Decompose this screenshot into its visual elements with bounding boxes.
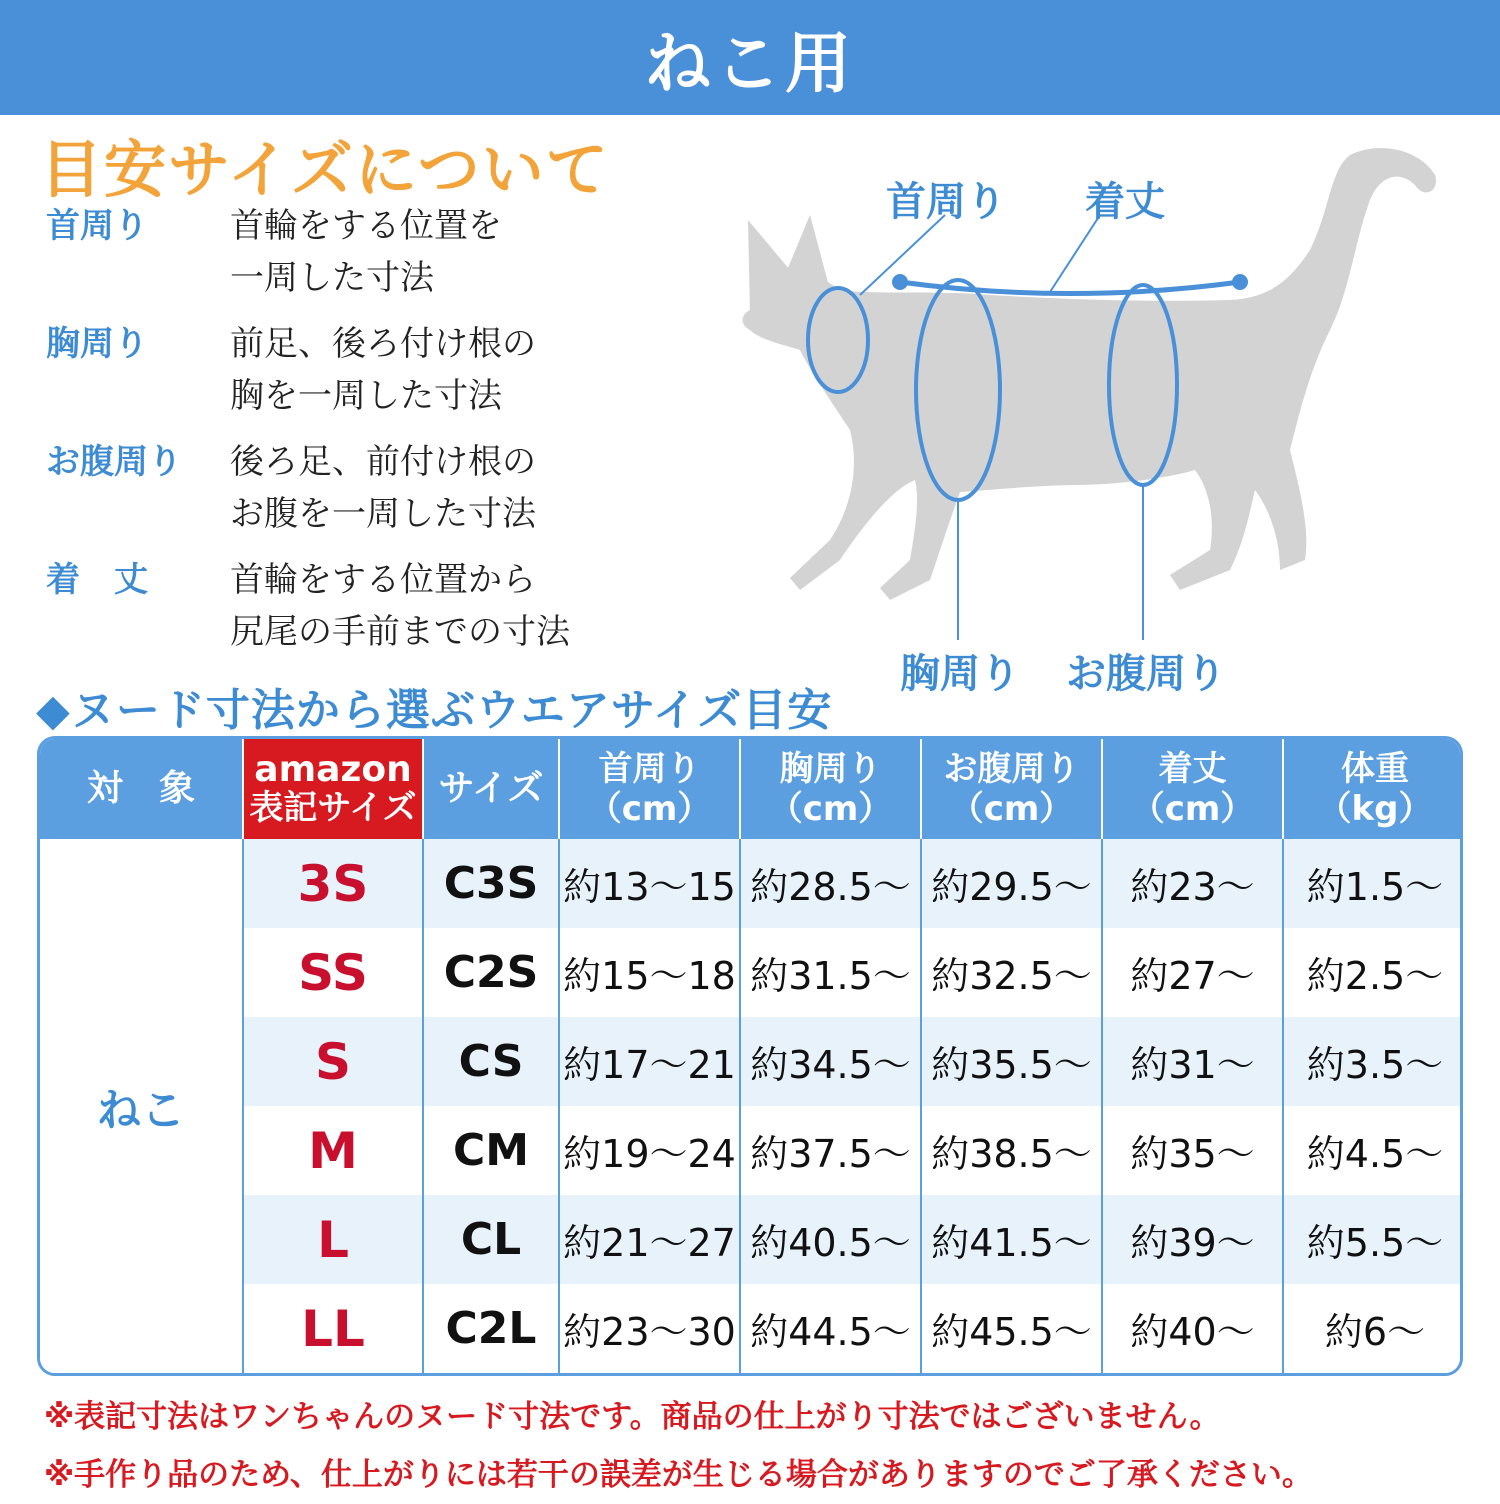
table-header-row — [40, 739, 1463, 839]
header-chest — [740, 739, 921, 839]
header-length — [1102, 739, 1283, 839]
header-amazon-line1: amazon — [254, 749, 412, 790]
chest-cell: 約40.5〜 — [740, 1195, 921, 1284]
definition-term: お腹周り — [46, 442, 182, 482]
definition-desc — [230, 318, 536, 422]
belly-cell: 約45.5〜 — [921, 1284, 1102, 1373]
definition-desc — [230, 436, 536, 540]
header-unit: （cm） — [587, 789, 712, 829]
amazon-size-cell: S — [243, 1017, 423, 1106]
definition-belly — [46, 436, 686, 540]
definition-desc — [230, 554, 570, 658]
chest-cell: 約37.5〜 — [740, 1106, 921, 1195]
label-belly: お腹周り — [1066, 651, 1226, 697]
table-row — [40, 839, 1463, 928]
neck-cell: 約17〜21 — [559, 1017, 740, 1106]
header-unit: （kg） — [1317, 789, 1433, 829]
header-text: 着丈 — [1158, 749, 1227, 789]
length-cell: 約39〜 — [1102, 1195, 1283, 1284]
weight-cell: 約6〜 — [1283, 1284, 1463, 1373]
header-amazon-line2: 表記サイズ — [249, 788, 417, 828]
weight-cell: 約4.5〜 — [1283, 1106, 1463, 1195]
belly-cell: 約35.5〜 — [921, 1017, 1102, 1106]
neck-cell: 約23〜30 — [559, 1284, 740, 1373]
header-text: 体重 — [1341, 749, 1409, 789]
desc-line: お腹を一周した寸法 — [230, 494, 536, 534]
belly-cell: 約38.5〜 — [921, 1106, 1102, 1195]
header-text: 胸周り — [779, 749, 882, 789]
neck-cell: 約21〜27 — [559, 1195, 740, 1284]
title-banner — [0, 0, 1500, 115]
header-neck — [559, 739, 740, 839]
header-amazon-size — [243, 739, 423, 839]
belly-cell: 約32.5〜 — [921, 928, 1102, 1017]
label-length: 着丈 — [1085, 179, 1165, 225]
weight-cell: 約5.5〜 — [1283, 1195, 1463, 1284]
desc-line: 首輪をする位置から — [230, 560, 536, 600]
size-cell: CL — [423, 1195, 559, 1284]
neck-cell: 約19〜24 — [559, 1106, 740, 1195]
header-unit: （cm） — [768, 789, 893, 829]
chest-cell: 約28.5〜 — [740, 839, 921, 928]
definition-term: 胸周り — [46, 324, 148, 364]
desc-line: 前足、後ろ付け根の — [230, 324, 536, 364]
footnote: ※表記寸法はワンちゃんのヌード寸法です。商品の仕上がり寸法ではございません。 — [44, 1399, 1221, 1435]
table-row — [40, 928, 1463, 1017]
length-cell: 約23〜 — [1102, 839, 1283, 928]
size-cell: CM — [423, 1106, 559, 1195]
length-cell: 約40〜 — [1102, 1284, 1283, 1373]
amazon-size-cell: SS — [243, 928, 423, 1017]
neck-cell: 約13〜15 — [559, 839, 740, 928]
definition-neck — [46, 200, 686, 304]
footnote: ※手作り品のため、仕上がりには若干の誤差が生じる場合がありますのでご了承ください。 — [44, 1457, 1313, 1493]
header-unit: （cm） — [1130, 789, 1255, 829]
size-cell: C2S — [423, 928, 559, 1017]
header-weight — [1283, 739, 1463, 839]
desc-line: 首輪をする位置を — [230, 206, 502, 246]
page-title: ねこ用 — [645, 25, 855, 102]
amazon-size-cell: LL — [243, 1284, 423, 1373]
neck-cell: 約15〜18 — [559, 928, 740, 1017]
definition-desc — [230, 200, 502, 304]
amazon-size-cell: L — [243, 1195, 423, 1284]
header-text: お腹周り — [943, 749, 1080, 789]
definition-term: 首周り — [46, 206, 148, 246]
definition-length — [46, 554, 686, 658]
length-cell: 約35〜 — [1102, 1106, 1283, 1195]
size-table — [37, 736, 1463, 1376]
size-cell: C2L — [423, 1284, 559, 1373]
label-neck: 首周り — [886, 179, 1006, 225]
footnotes — [44, 1388, 1313, 1504]
table-row — [40, 1195, 1463, 1284]
label-chest: 胸周り — [900, 651, 1020, 697]
amazon-size-cell: M — [243, 1106, 423, 1195]
guide-heading: 目安サイズについて — [40, 133, 610, 206]
header-unit: （cm） — [949, 789, 1074, 829]
desc-line: 胸を一周した寸法 — [230, 376, 502, 416]
header-belly — [921, 739, 1102, 839]
chest-cell: 約31.5〜 — [740, 928, 921, 1017]
desc-line: 後ろ足、前付け根の — [230, 442, 536, 482]
size-cell: C3S — [423, 839, 559, 928]
desc-line: 一周した寸法 — [230, 258, 434, 298]
definition-chest — [46, 318, 686, 422]
target-cell: ねこ — [40, 839, 243, 1373]
definition-list — [46, 200, 686, 672]
header-text: 首周り — [598, 749, 701, 789]
length-cell: 約27〜 — [1102, 928, 1283, 1017]
table-row — [40, 1017, 1463, 1106]
belly-cell: 約29.5〜 — [921, 839, 1102, 928]
table-row — [40, 1284, 1463, 1373]
amazon-size-cell: 3S — [243, 839, 423, 928]
header-size: サイズ — [423, 739, 559, 839]
weight-cell: 約3.5〜 — [1283, 1017, 1463, 1106]
weight-cell: 約2.5〜 — [1283, 928, 1463, 1017]
table-row — [40, 1106, 1463, 1195]
header-target: 対 象 — [40, 739, 243, 839]
size-cell: CS — [423, 1017, 559, 1106]
cat-measurement-diagram — [690, 130, 1480, 697]
belly-cell: 約41.5〜 — [921, 1195, 1102, 1284]
chest-cell: 約44.5〜 — [740, 1284, 921, 1373]
definition-term: 着 丈 — [46, 560, 148, 600]
table-title: ◆ヌード寸法から選ぶウエアサイズ目安 — [36, 685, 833, 736]
length-cell: 約31〜 — [1102, 1017, 1283, 1106]
chest-cell: 約34.5〜 — [740, 1017, 921, 1106]
weight-cell: 約1.5〜 — [1283, 839, 1463, 928]
desc-line: 尻尾の手前までの寸法 — [230, 612, 570, 652]
